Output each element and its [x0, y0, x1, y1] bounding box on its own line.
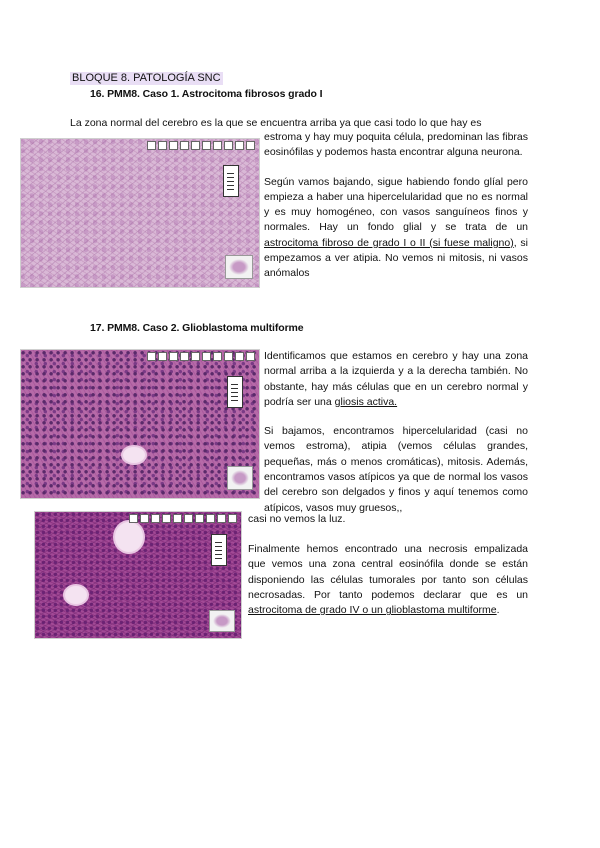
micrograph-glioblastoma-2: [34, 511, 242, 639]
necrosis-text-end: .: [496, 604, 500, 617]
tissue-texture: [21, 350, 259, 498]
paragraph-hypercellularity: Si bajamos, encontramos hipercelularidad (casi no vemos estroma), atipia (vemos células grandes, pequeñas, más o menos cromáticas), mitosis. Además, encontramos vasos atípicos ya que de normal los vasos del cerebro son delgados y finos y aquí tenemos como atípicos, vasos muy gruesos,,: [264, 425, 528, 514]
section-16-body: [264, 130, 528, 282]
gliosis-highlight: gliosis activa.: [334, 395, 398, 408]
vessel-shape: [121, 445, 147, 465]
section-17-heading: 17. PMM8. Caso 2. Glioblastoma multiforme: [90, 322, 304, 334]
viewer-toolbar: [129, 514, 237, 522]
final-diagnosis-highlight: astrocitoma de grado IV o un glioblastoma multiforme: [248, 604, 497, 617]
slide-thumbnail-icon: [223, 165, 239, 197]
section-17-body: [264, 349, 528, 516]
slide-thumbnail-icon: [227, 376, 243, 408]
viewer-toolbar: [147, 141, 255, 149]
diagnosis-text-end: , si empezamos a ver atipia. No vemos ni mitosis, ni vasos anómalos: [264, 236, 529, 280]
section-16-heading: 16. PMM8. Caso 1. Astrocitoma fibrosos grado I: [90, 88, 323, 100]
necrosis-text: Finalmente hemos encontrado una necrosis empalizada que vemos una zona central eosinófila donde se están disponiendo las células tumorales por tanto son células necrosadas. Por tanto podemos declarar que es un: [248, 543, 528, 601]
paragraph-stroma: estroma y hay muy poquita célula, predominan las fibras eosinófilas y podemos hasta encontrar alguna neurona.: [264, 131, 528, 159]
overview-map: [209, 610, 235, 632]
section-17-tail: [248, 512, 528, 527]
overview-map: [227, 466, 253, 490]
paragraph-diagnosis: [264, 175, 528, 282]
gliosis-text: Identificamos que estamos en cerebro y hay una zona normal arriba a la izquierda y a la derecha también. No obstante, hay más células que en un cerebro normal y podría ser una: [264, 350, 528, 408]
diagnosis-highlight: astrocitoma fibroso de grado I o II (si fuese maligno): [264, 236, 514, 249]
paragraph-vessels-tail: casi no vemos la luz.: [248, 513, 346, 525]
block-title: BLOQUE 8. PATOLOGÍA SNC: [72, 72, 221, 84]
section-16-intro: [70, 116, 528, 131]
slide-thumbnail-icon: [211, 534, 227, 566]
micrograph-glioblastoma-1: [20, 349, 260, 499]
intro-text: La zona normal del cerebro es la que se encuentra arriba ya que casi todo lo que hay es: [70, 117, 482, 129]
diagnosis-text: Según vamos bajando, sigue habiendo fondo glíal pero empieza a haber una hipercelularidad que no es normal y es muy homogéneo, con vasos sanguíneos finos y normales. Hay un fondo glial y se trata de un: [264, 175, 528, 234]
viewer-toolbar: [147, 352, 255, 360]
tissue-texture: [21, 139, 259, 287]
vessel-shape: [63, 584, 89, 606]
paragraph-necrosis: [248, 542, 528, 618]
overview-map: [225, 255, 253, 279]
section-17-conclusion: [248, 542, 528, 618]
paragraph-gliosis: [264, 349, 528, 410]
vessel-shape: [113, 520, 145, 554]
micrograph-astrocytoma: [20, 138, 260, 288]
